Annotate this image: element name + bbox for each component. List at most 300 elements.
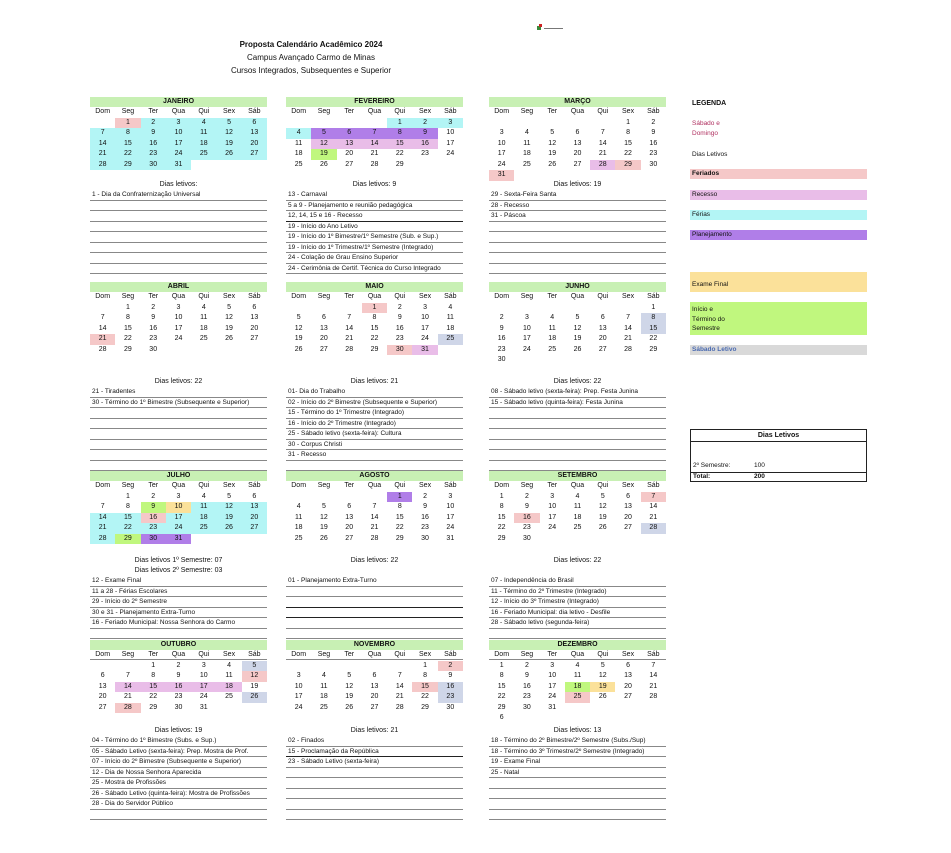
day-cell [90, 492, 115, 503]
day-cell: 10 [174, 314, 183, 321]
dias-letivos-label: Dias letivos: 19 [154, 727, 203, 734]
day-cell: 5 [242, 661, 267, 672]
day-cell: 30 [141, 534, 166, 545]
dias-letivos-label: Dias letivos 1º Semestre: 07 [134, 557, 223, 564]
day-cell [641, 170, 666, 181]
week-row [90, 502, 267, 513]
day-cell: 26 [225, 335, 233, 342]
day-cell: 2 [438, 661, 463, 672]
event-line [90, 264, 267, 275]
weekday-header-row [286, 292, 463, 303]
event-line: 15 - Proclamação da República [286, 747, 463, 758]
weekday-label: Sex [419, 482, 432, 489]
week-row [90, 523, 267, 534]
month-header: DEZEMBRO [489, 640, 666, 650]
day-cell: 20 [98, 693, 107, 700]
day-cell: 29 [497, 534, 506, 542]
day-cell: 1 [387, 492, 412, 503]
day-cell: 10 [523, 324, 531, 332]
weekday-label: Sáb [248, 651, 261, 658]
day-cell [216, 534, 241, 545]
day-cell: 18 [191, 513, 216, 524]
day-cell: 22 [421, 693, 429, 700]
day-cell [590, 713, 615, 724]
day-cell: 21 [90, 334, 115, 345]
day-cell: 21 [370, 524, 379, 531]
event-line: 11 - Término do 2º Trimestre (Integrado) [489, 587, 666, 598]
dias-letivos-label: Dias letivos: 21 [350, 727, 399, 734]
event-line [90, 461, 267, 472]
day-cell [540, 713, 565, 724]
day-cell: 14 [345, 324, 354, 332]
day-cell: 1 [499, 492, 504, 500]
legend-feriados: Feriados [690, 169, 867, 179]
week-row [286, 303, 463, 314]
day-cell: 6 [321, 314, 326, 321]
day-cell: 24 [548, 693, 557, 700]
event-line: 24 - Colação de Grau Ensino Superior [286, 253, 463, 264]
day-cell: 18 [523, 150, 531, 157]
week-row [90, 313, 267, 324]
day-cell: 13 [337, 139, 362, 150]
day-cell: 6 [372, 672, 377, 679]
weekday-label: Seg [520, 651, 534, 658]
day-cell: 29 [124, 345, 132, 353]
day-cell: 13 [345, 513, 354, 521]
event-line [286, 768, 463, 779]
day-cell [514, 170, 539, 181]
day-cell: 4 [575, 661, 580, 669]
day-cell: 5 [227, 303, 231, 311]
day-cell: 22 [115, 523, 140, 534]
week-row [489, 534, 666, 545]
day-cell: 1 [362, 303, 387, 314]
day-cell [362, 492, 387, 503]
week-row [489, 334, 666, 345]
day-cell: 26 [216, 523, 241, 534]
day-cell: 9 [651, 129, 656, 136]
day-cell [615, 170, 640, 181]
weekday-label: Qui [597, 108, 609, 115]
weekday-label: Qua [171, 293, 186, 300]
day-cell: 30 [421, 534, 429, 542]
day-cell [514, 355, 539, 366]
week-row [286, 534, 463, 545]
day-cell: 27 [345, 160, 354, 168]
day-cell: 23 [149, 335, 158, 342]
day-cell: 11 [320, 682, 328, 690]
day-cell: 25 [294, 160, 303, 168]
day-cell: 5 [311, 128, 336, 139]
month-header: JUNHO [489, 282, 666, 292]
day-cell: 21 [649, 513, 658, 521]
day-cell: 19 [250, 682, 259, 690]
event-line: 28 - Dia do Servidor Público [90, 799, 267, 810]
day-cell: 29 [395, 160, 404, 168]
legend-planejamento: Planejamento [690, 230, 867, 240]
day-cell: 11 [548, 324, 556, 332]
day-cell: 1 [499, 661, 504, 669]
event-line [90, 222, 267, 233]
day-cell: 28 [641, 523, 666, 534]
day-cell: 19 [225, 324, 233, 332]
event-line [489, 408, 666, 419]
day-cell [565, 303, 590, 314]
event-line: 16 - Feriado Municipal: Nossa Senhora do Carmo [90, 618, 267, 629]
day-cell: 3 [296, 672, 301, 679]
day-cell: 15 [412, 682, 437, 693]
day-cell: 7 [90, 128, 115, 139]
event-line [90, 450, 267, 461]
weekday-label: Seg [520, 293, 534, 300]
weekday-label: Ter [547, 651, 558, 658]
legend-recesso: Recesso [690, 190, 867, 200]
month-agosto [286, 471, 463, 544]
event-line: 11 a 28 - Férias Escolares [90, 587, 267, 598]
day-cell: 19 [598, 513, 607, 521]
day-cell: 12 [320, 513, 328, 521]
day-cell: 10 [548, 503, 557, 510]
day-cell: 25 [565, 692, 590, 703]
event-line [489, 429, 666, 440]
day-cell: 8 [641, 313, 666, 324]
day-cell: 24 [166, 523, 191, 534]
day-cell [438, 160, 463, 171]
event-line: 18 - Término do 3º Trimestre/2º Semestre (Integrado) [489, 747, 666, 758]
event-line [286, 608, 463, 619]
event-line: 19 - Exame Final [489, 757, 666, 768]
day-cell: 24 [446, 524, 455, 531]
event-line: 31 - Recesso [286, 450, 463, 461]
day-cell: 2 [499, 314, 504, 321]
weekday-header-row [489, 107, 666, 118]
day-cell: 24 [199, 693, 208, 700]
day-cell [362, 661, 387, 672]
events-list [286, 190, 463, 274]
event-line: 26 - Sábado Letivo (quinta-feira): Mostra de Profissões [90, 789, 267, 800]
week-row [489, 324, 666, 335]
month-header: MARÇO [489, 97, 666, 107]
day-cell: 10 [446, 129, 455, 136]
event-line: 02 - Início do 2º Bimestre (Subsequente e Superior) [286, 398, 463, 409]
day-cell: 23 [141, 523, 166, 534]
week-row [286, 118, 463, 129]
legend-inicio-termino [690, 302, 867, 335]
day-cell: 10 [166, 128, 191, 139]
month-header: OUTUBRO [90, 640, 267, 650]
day-cell: 25 [199, 335, 208, 342]
day-cell: 20 [573, 150, 582, 157]
event-line [90, 810, 267, 821]
month-header: NOVEMBRO [286, 640, 463, 650]
day-cell: 30 [141, 160, 166, 171]
day-cell [242, 534, 267, 545]
week-row [489, 661, 666, 672]
weekday-header-row [286, 650, 463, 661]
day-cell: 25 [573, 524, 582, 531]
day-cell: 30 [523, 534, 531, 542]
day-cell: 1 [115, 118, 140, 129]
weekday-header-row [90, 481, 267, 492]
day-cell: 14 [90, 139, 115, 150]
event-line: 25 - Natal [489, 768, 666, 779]
weekday-label: Ter [547, 293, 558, 300]
day-cell [216, 703, 241, 714]
day-cell: 14 [624, 324, 632, 332]
events-list [286, 387, 463, 471]
weekday-label: Sáb [248, 293, 261, 300]
day-cell: 9 [141, 502, 166, 513]
day-cell: 7 [397, 672, 402, 679]
day-cell: 31 [166, 534, 191, 545]
day-cell: 9 [448, 672, 453, 679]
day-cell [565, 118, 590, 129]
day-cell: 19 [590, 682, 615, 693]
weekday-label: Seg [317, 651, 331, 658]
day-cell: 18 [199, 324, 208, 332]
day-cell: 14 [362, 139, 387, 150]
weekday-label: Dom [95, 651, 111, 658]
day-cell: 25 [225, 693, 233, 700]
day-cell: 15 [497, 513, 506, 521]
day-cell: 7 [651, 661, 656, 669]
day-cell: 8 [499, 672, 504, 679]
weekday-label: Qui [394, 293, 406, 300]
event-line: 13 - Carnaval [286, 190, 463, 201]
day-cell: 30 [523, 703, 531, 711]
day-cell: 15 [124, 324, 132, 332]
day-cell [311, 661, 336, 672]
day-cell: 21 [395, 693, 404, 700]
legend-weekend [690, 119, 867, 139]
month-header: ABRIL [90, 282, 267, 292]
day-cell: 25 [294, 534, 303, 542]
day-cell: 12 [573, 324, 582, 332]
day-cell: 12 [345, 682, 354, 690]
weekday-label: Qua [570, 482, 585, 489]
week-row [286, 149, 463, 160]
weekday-label: Seg [317, 108, 331, 115]
day-cell [590, 355, 615, 366]
day-cell [641, 534, 666, 545]
weekday-label: Ter [344, 482, 355, 489]
day-cell: 26 [216, 149, 241, 160]
event-line: 12 - Início do 3º Trimestre (Integrado) [489, 597, 666, 608]
day-cell: 8 [115, 128, 140, 139]
day-cell: 11 [573, 503, 582, 510]
day-cell [514, 713, 539, 724]
legend-ferias: Férias [690, 210, 867, 220]
day-cell: 16 [523, 682, 531, 690]
day-cell: 21 [90, 149, 115, 160]
day-cell: 16 [141, 513, 166, 524]
dias-letivos-label: Dias letivos: 9 [352, 181, 397, 188]
dias-letivos-label: Dias letivos: [159, 181, 198, 188]
week-row [90, 118, 267, 129]
day-cell: 20 [598, 335, 607, 342]
day-cell: 7 [362, 128, 387, 139]
day-cell: 19 [311, 149, 336, 160]
day-cell [90, 661, 115, 672]
day-cell: 14 [115, 682, 140, 693]
day-cell: 2 [524, 661, 529, 669]
day-cell: 20 [242, 139, 267, 150]
day-cell [590, 703, 615, 714]
day-cell: 7 [600, 129, 605, 136]
day-cell: 22 [149, 693, 158, 700]
event-line [90, 408, 267, 419]
month-setembro [489, 471, 666, 544]
day-cell: 11 [573, 672, 582, 679]
day-cell: 5 [296, 314, 301, 321]
week-row [286, 502, 463, 513]
weekday-label: Sex [223, 293, 236, 300]
day-cell [337, 303, 362, 314]
week-row [489, 149, 666, 160]
logo-text-line [544, 28, 563, 29]
day-cell: 23 [141, 149, 166, 160]
week-row [489, 713, 666, 724]
event-line [286, 597, 463, 608]
legend-dias-letivos: Dias Letivos [692, 151, 728, 158]
day-cell: 15 [370, 324, 379, 332]
day-cell: 5 [600, 661, 605, 669]
day-cell [565, 355, 590, 366]
day-cell: 14 [649, 672, 658, 679]
day-cell [242, 160, 267, 171]
event-line [489, 440, 666, 451]
day-cell: 23 [497, 345, 506, 353]
day-cell: 17 [421, 324, 429, 332]
day-cell: 10 [294, 682, 303, 690]
day-cell: 16 [421, 513, 429, 521]
day-cell: 23 [421, 150, 429, 157]
day-cell: 17 [166, 513, 191, 524]
week-row [286, 492, 463, 503]
dias-letivos-label-2: Dias letivos 2º Semestre: 03 [134, 567, 223, 574]
day-cell: 24 [174, 335, 183, 342]
day-cell [216, 160, 241, 171]
event-line [90, 419, 267, 430]
day-cell: 7 [125, 672, 130, 679]
day-cell: 16 [497, 335, 506, 342]
event-line: 21 - Tiradentes [90, 387, 267, 398]
week-row [489, 118, 666, 129]
day-cell: 11 [295, 139, 303, 147]
day-cell: 21 [90, 523, 115, 534]
day-cell: 24 [421, 335, 429, 342]
week-row [489, 160, 666, 171]
day-cell: 24 [446, 150, 455, 157]
day-cell: 24 [166, 149, 191, 160]
day-cell: 17 [294, 693, 303, 700]
day-cell: 13 [624, 503, 632, 510]
event-line [286, 629, 463, 640]
day-cell: 9 [397, 314, 402, 321]
weekday-label: Qua [367, 108, 382, 115]
weekday-label: Sex [622, 293, 635, 300]
weekday-label: Qua [570, 293, 585, 300]
day-cell: 6 [242, 118, 267, 129]
day-cell: 23 [523, 693, 531, 700]
day-cell: 4 [286, 128, 311, 139]
day-cell [489, 303, 514, 314]
weekday-label: Qui [394, 108, 406, 115]
legend-exame-label: Exame Final [692, 281, 729, 288]
day-cell: 13 [624, 672, 632, 679]
event-line: 24 - Cerimônia de Certif. Técnica do Curso Integrado [286, 264, 463, 275]
day-cell: 4 [201, 303, 206, 311]
legend-sabado-letivo: Sábado Letivo [690, 345, 867, 355]
events-list [489, 736, 666, 820]
day-cell: 21 [345, 335, 354, 342]
day-cell: 8 [499, 503, 504, 510]
day-cell: 2 [397, 303, 402, 311]
summary-total-value: 200 [754, 473, 765, 480]
event-line [286, 778, 463, 789]
summary-total-label: Total: [691, 472, 866, 480]
day-cell: 8 [423, 672, 427, 679]
day-cell: 26 [598, 524, 607, 531]
day-cell: 21 [624, 335, 632, 342]
week-row [286, 682, 463, 693]
day-cell: 14 [90, 513, 115, 524]
day-cell: 8 [372, 314, 377, 321]
week-row [286, 692, 463, 703]
day-cell [337, 661, 362, 672]
legend-weekend-line2: Domingo [692, 130, 719, 137]
event-line [286, 810, 463, 821]
event-line: 07 - Independência do Brasil [489, 576, 666, 587]
week-row [90, 149, 267, 160]
weekday-header-row [489, 481, 666, 492]
weekday-label: Dom [494, 108, 510, 115]
day-cell: 14 [370, 513, 379, 521]
week-row [90, 703, 267, 714]
event-line: 29 - Sexta-Feira Santa [489, 190, 666, 201]
day-cell: 3 [499, 129, 504, 136]
week-row [90, 324, 267, 335]
event-line: 07 - Início do 2º Bimestre (Subsequente e Superior) [90, 757, 267, 768]
day-cell: 28 [370, 160, 379, 168]
weekday-label: Seg [121, 482, 135, 489]
day-cell [242, 703, 267, 714]
day-cell: 7 [100, 503, 105, 510]
weekday-label: Seg [520, 108, 534, 115]
summary-title: Dias Letivos [691, 430, 866, 442]
day-cell: 9 [423, 503, 427, 510]
day-cell: 19 [216, 139, 241, 150]
day-cell [286, 492, 311, 503]
day-cell [337, 118, 362, 129]
day-cell [540, 534, 565, 545]
day-cell: 15 [497, 682, 506, 690]
week-row [489, 692, 666, 703]
day-cell: 2 [141, 118, 166, 129]
day-cell [615, 303, 640, 314]
day-cell: 11 [446, 314, 454, 321]
day-cell: 3 [448, 492, 453, 500]
weekday-label: Sáb [444, 108, 457, 115]
event-line: 1 - Dia da Confraternização Universal [90, 190, 267, 201]
day-cell [565, 170, 590, 181]
day-cell [362, 118, 387, 129]
weekday-label: Ter [344, 293, 355, 300]
day-cell: 4 [321, 672, 326, 679]
day-cell: 28 [649, 693, 658, 700]
day-cell: 12 [216, 128, 241, 139]
day-cell: 7 [641, 492, 666, 503]
